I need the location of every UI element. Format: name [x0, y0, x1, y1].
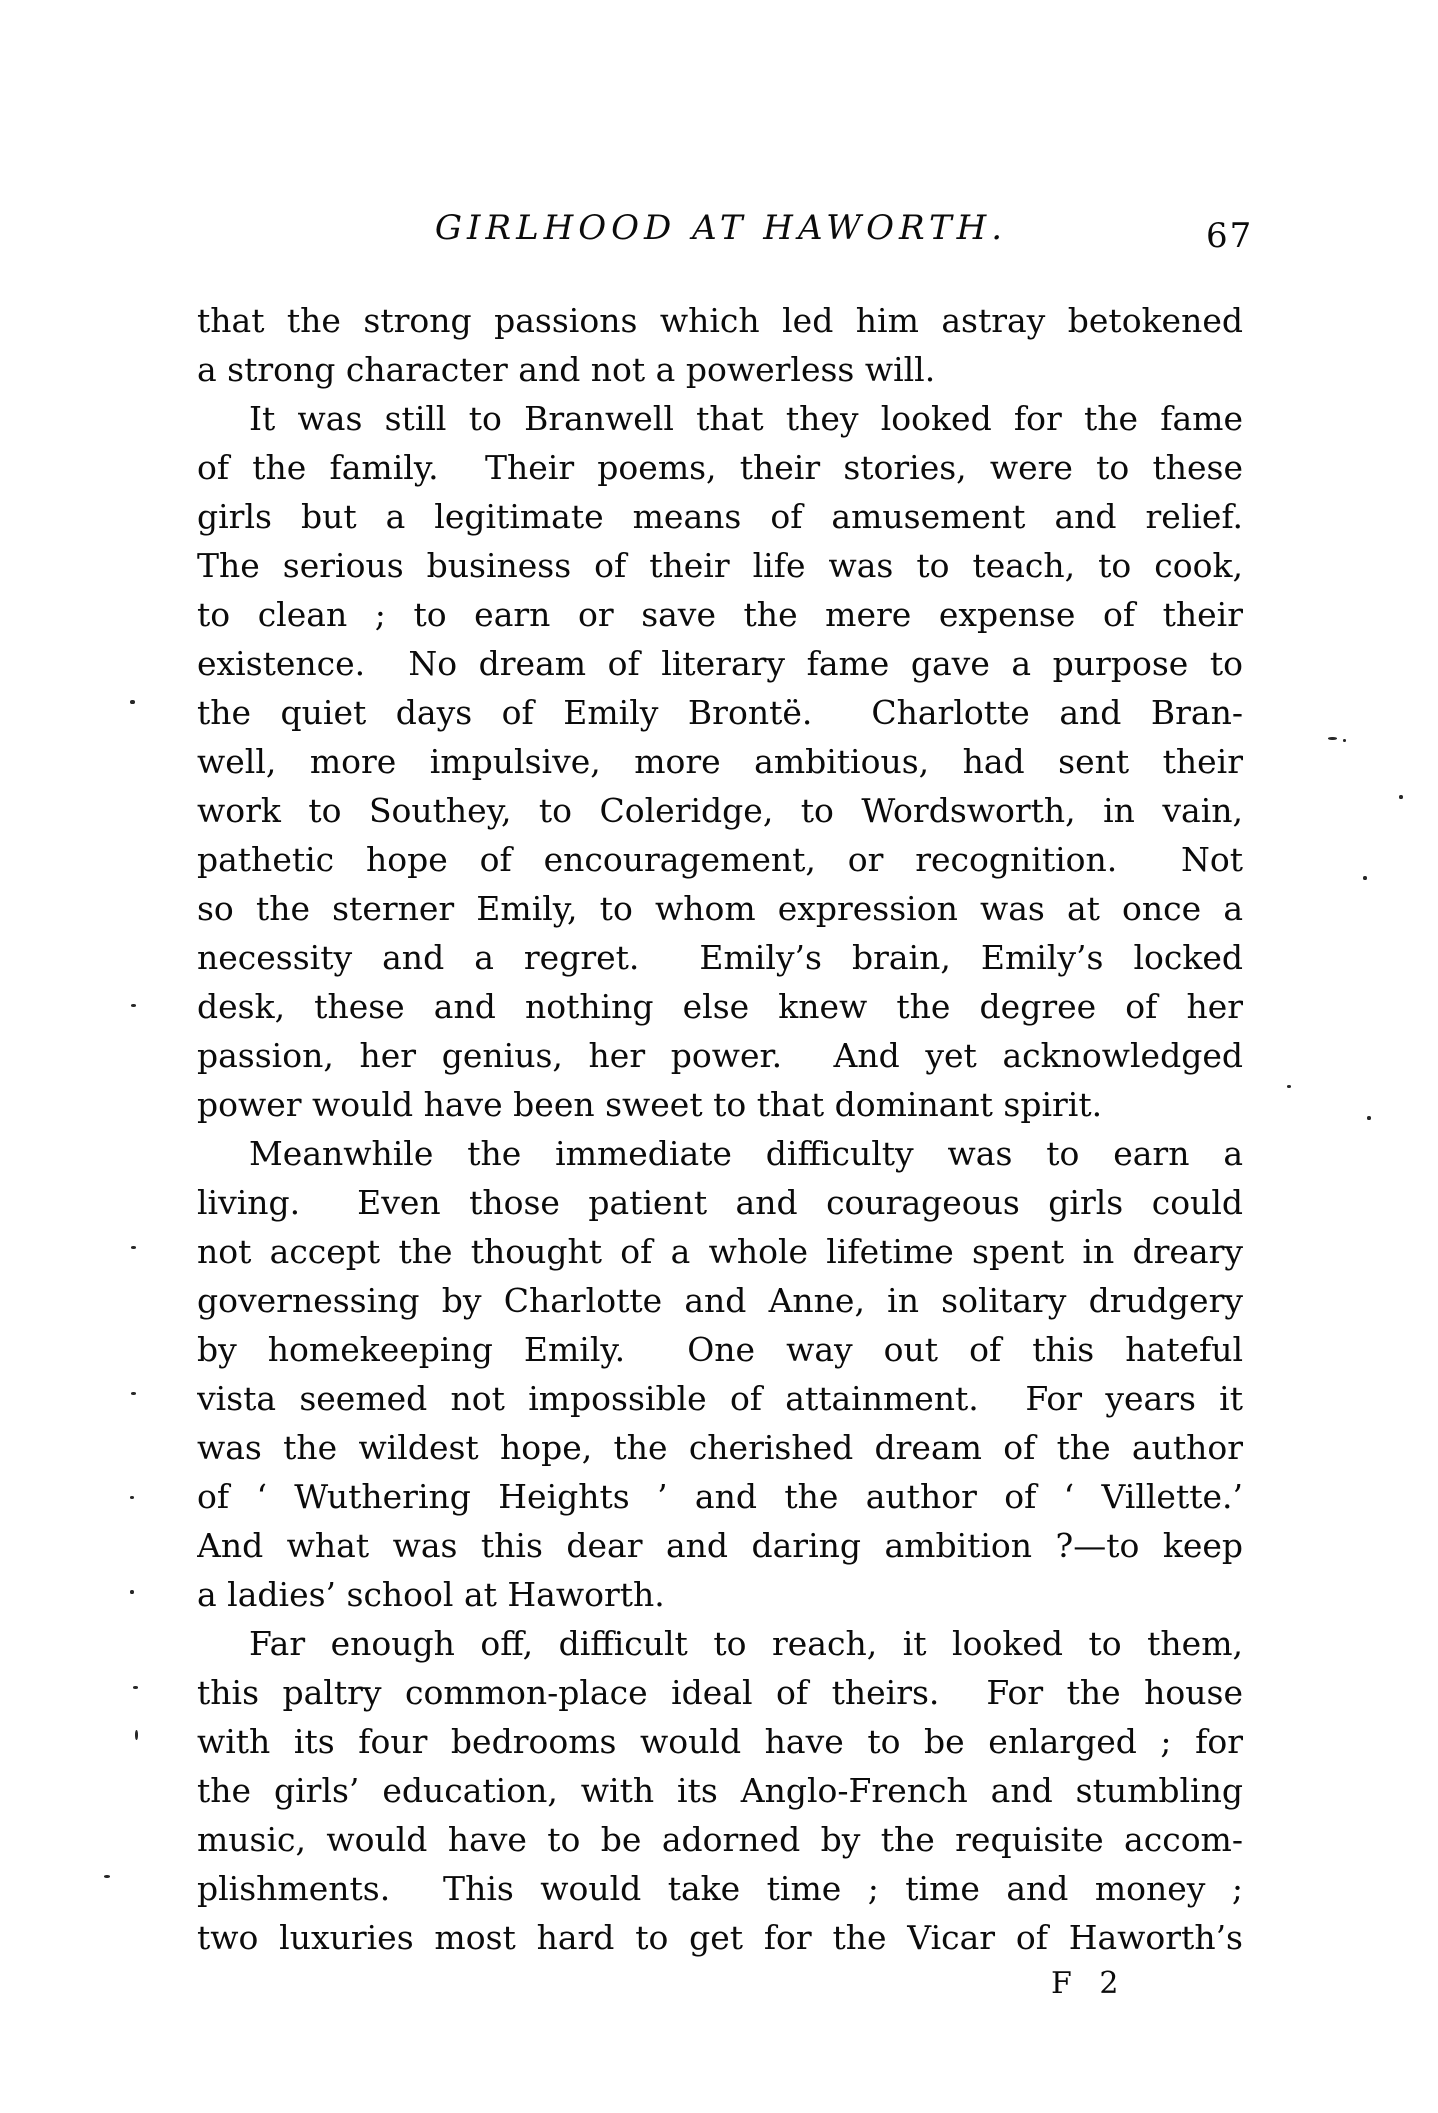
text-line: of the family. Their poems, their stories, were to these: [197, 448, 1243, 487]
text-line: existence. No dream of literary fame gave a purpose to: [197, 644, 1243, 683]
signature-mark: F 2: [1051, 1966, 1128, 2001]
text-line: passion, her genius, her power. And yet acknowledged: [197, 1036, 1243, 1075]
ink-speck: [130, 1496, 134, 1499]
ink-speck: [135, 1730, 138, 1740]
ink-speck: [1399, 795, 1403, 799]
text-line: that the strong passions which led him astray betokened: [197, 301, 1243, 340]
text-line: this paltry common-place ideal of theirs. For the house: [197, 1673, 1243, 1712]
text-line: two luxuries most hard to get for the Vicar of Haworth’s: [197, 1918, 1243, 1957]
text-line: so the sterner Emily, to whom expression was at once a: [197, 889, 1243, 928]
ink-speck: [130, 700, 135, 704]
text-line: by homekeeping Emily. One way out of this hateful: [197, 1330, 1243, 1369]
ink-speck: [131, 1246, 136, 1249]
text-line: the girls’ education, with its Anglo-French and stumbling: [197, 1771, 1243, 1810]
text-line: Meanwhile the immediate difficulty was to earn a: [249, 1134, 1243, 1173]
text-line: living. Even those patient and courageous girls could: [197, 1183, 1243, 1222]
ink-speck: [130, 1590, 134, 1594]
text-line: well, more impulsive, more ambitious, had sent their: [197, 742, 1243, 781]
ink-speck: [131, 1004, 136, 1007]
ink-speck: [131, 1392, 136, 1395]
text-line: vista seemed not impossible of attainment. For years it: [197, 1379, 1243, 1418]
text-line: necessity and a regret. Emily’s brain, Emily’s locked: [197, 938, 1243, 977]
text-line: a ladies’ school at Haworth.: [197, 1575, 665, 1614]
text-line: desk, these and nothing else knew the degree of her: [197, 987, 1243, 1026]
text-line: with its four bedrooms would have to be enlarged ; for: [197, 1722, 1243, 1761]
text-line: The serious business of their life was to teach, to cook,: [197, 546, 1243, 585]
text-line: to clean ; to earn or save the mere expense of their: [197, 595, 1243, 634]
text-line: girls but a legitimate means of amusement and relief.: [197, 497, 1243, 536]
text-line: music, would have to be adorned by the requisite accom-: [197, 1820, 1243, 1859]
text-line: a strong character and not a powerless will.: [197, 350, 936, 389]
text-line: was the wildest hope, the cherished dream of the author: [197, 1428, 1243, 1467]
text-line: Far enough off, difficult to reach, it looked to them,: [249, 1624, 1243, 1663]
ink-speck: [1287, 1085, 1291, 1088]
text-line: of ‘ Wuthering Heights ’ and the author of ‘ Villette.’: [197, 1477, 1243, 1516]
ink-speck: [1367, 1116, 1371, 1120]
ink-speck: [104, 1875, 110, 1878]
text-line: governessing by Charlotte and Anne, in solitary drudgery: [197, 1281, 1243, 1320]
page-number: 67: [1206, 216, 1254, 256]
ink-speck: [1328, 737, 1337, 740]
text-line: power would have been sweet to that dominant spirit.: [197, 1085, 1103, 1124]
running-title: GIRLHOOD AT HAWORTH.: [434, 208, 1008, 248]
text-line: work to Southey, to Coleridge, to Wordsworth, in vain,: [197, 791, 1243, 830]
text-block: [197, 296, 1243, 1962]
ink-speck: [133, 1686, 138, 1689]
text-line: It was still to Branwell that they looked for the fame: [249, 399, 1243, 438]
text-line: not accept the thought of a whole lifetime spent in dreary: [197, 1232, 1243, 1271]
text-line: plishments. This would take time ; time and money ;: [197, 1869, 1243, 1908]
ink-speck: [1343, 739, 1346, 742]
text-line: And what was this dear and daring ambition ?—to keep: [197, 1526, 1243, 1565]
text-line: the quiet days of Emily Brontë. Charlotte and Bran-: [197, 693, 1243, 732]
ink-speck: [1363, 876, 1367, 880]
text-line: pathetic hope of encouragement, or recognition. Not: [197, 840, 1243, 879]
